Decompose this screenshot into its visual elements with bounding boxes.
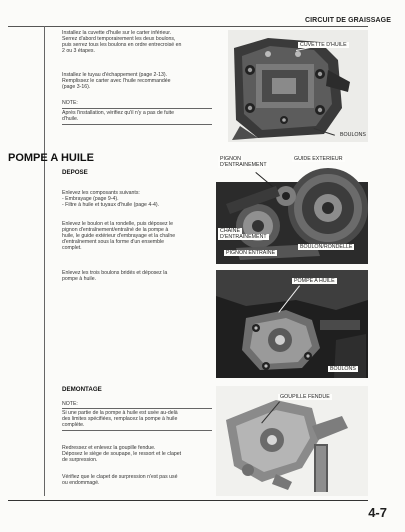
intro-paragraph-2 [62,72,212,90]
demontage-note-label: NOTE: [62,401,78,407]
text-line: Vérifiez que le clapet de surpression n'est pas usé [62,474,178,480]
figure-pump-disassembly-photo [216,386,368,496]
intro-note-text [62,110,212,122]
bullet-item: - Filtre à huile et tuyaux d'huile (page 4-4). [62,202,160,208]
pump-illustration [216,270,368,378]
note-rule [62,430,212,431]
pump-parts-illustration [216,386,368,496]
bullet-item: - Embrayage (page 9-4). [62,196,119,202]
text-line: Serrez d'abord temporairement les deux boulons, [62,36,176,42]
note-rule [62,108,212,109]
text-line: Après l'installation, vérifiez qu'il n'y a pas de fuite [62,110,174,116]
text-line: complète. [62,422,85,428]
text-line: pompe à huile. [62,276,97,282]
callout-chaine-entrainement: D'ENTRAINEMENT [220,234,267,240]
figure-drive-gear-photo [216,156,368,264]
subheading-demontage: DEMONTAGE [62,386,102,393]
text-line: d'entraînement sous la forme d'un ensemble [62,239,165,245]
text-line: 2 ou 3 étapes. [62,48,95,54]
text-line: Enlevez les trois boulons bridés et déposez la [62,270,168,276]
text-line: (page 3-16). [62,84,91,90]
text-line: pignon d'entraînement/entraîné de la pompe à [62,227,169,233]
text-line: de surpression. [62,457,98,463]
depose-paragraph-2 [62,221,212,251]
text-line: Remplissez le carter avec l'huile recommandée [62,78,171,84]
demontage-note-text [62,410,212,428]
depose-paragraph-3 [62,270,212,282]
subheading-depose: DEPOSE [62,169,88,176]
demontage-paragraph-2 [62,474,212,486]
header-rule [8,26,368,27]
callout-boulon-rondelle: BOULON/RONDELLE [300,244,353,250]
demontage-paragraph-1 [62,445,212,463]
note-rule [62,124,212,125]
text-line: Redressez et enlevez la goupille fendue. [62,445,156,451]
footer-rule [8,500,368,501]
text-line: ou endommagé. [62,480,100,486]
callout-chaine: CHAINE [220,228,241,234]
text-line: Si une partie de la pompe à huile est usée au-delà [62,410,178,416]
figure-oil-pump-photo [216,270,368,378]
figure-oil-pan-photo [228,30,368,142]
callout-boulons: BOULONS [340,132,366,138]
callout-goupille-fendue: GOUPILLE FENDUE [280,394,330,400]
callout-pignon-entrainement: D'ENTRAINEMENT [220,162,267,168]
text-line: huile, le guide extérieur d'embrayage et la chaîne [62,233,176,239]
page-number: 4-7 [368,505,387,520]
text-line: Installez le tuyau d'échappement (page 2-13). [62,72,168,78]
intro-note-label: NOTE: [62,100,78,106]
callout-pompe-huile: POMPE A HUILE [294,278,335,284]
text-line: Installez la cuvette d'huile sur le carter inférieur. [62,30,172,36]
left-margin-rule [44,26,45,496]
text-line: d'huile. [62,116,79,122]
callout-boulons: BOULONS [330,366,356,372]
text-line: puis serrez tous les boulons en ordre entrecroisé en [62,42,182,48]
callout-pignon: PIGNON [220,156,241,162]
text-line: des limites spécifiées, remplacez la pompe à huile [62,416,178,422]
callout-guide-exterieur: GUIDE EXTERIEUR [294,156,343,162]
text-line: complet. [62,245,82,251]
text-line: Enlevez le boulon et la rondelle, puis déposez le [62,221,174,227]
depose-remove-list [62,190,212,208]
page-header-title: CIRCUIT DE GRAISSAGE [304,17,391,24]
note-rule [62,408,212,409]
text-line: Enlevez les composants suivants: [62,190,140,196]
section-title-pompe-huile: POMPE A HUILE [8,152,94,164]
callout-pignon-entraine: PIGNON ENTRAINE [226,250,276,256]
callout-cuvette-huile: CUVETTE D'HUILE [300,42,347,48]
intro-paragraph-1 [62,30,212,54]
text-line: Déposez le siège de soupape, le ressort et le clapet [62,451,182,457]
